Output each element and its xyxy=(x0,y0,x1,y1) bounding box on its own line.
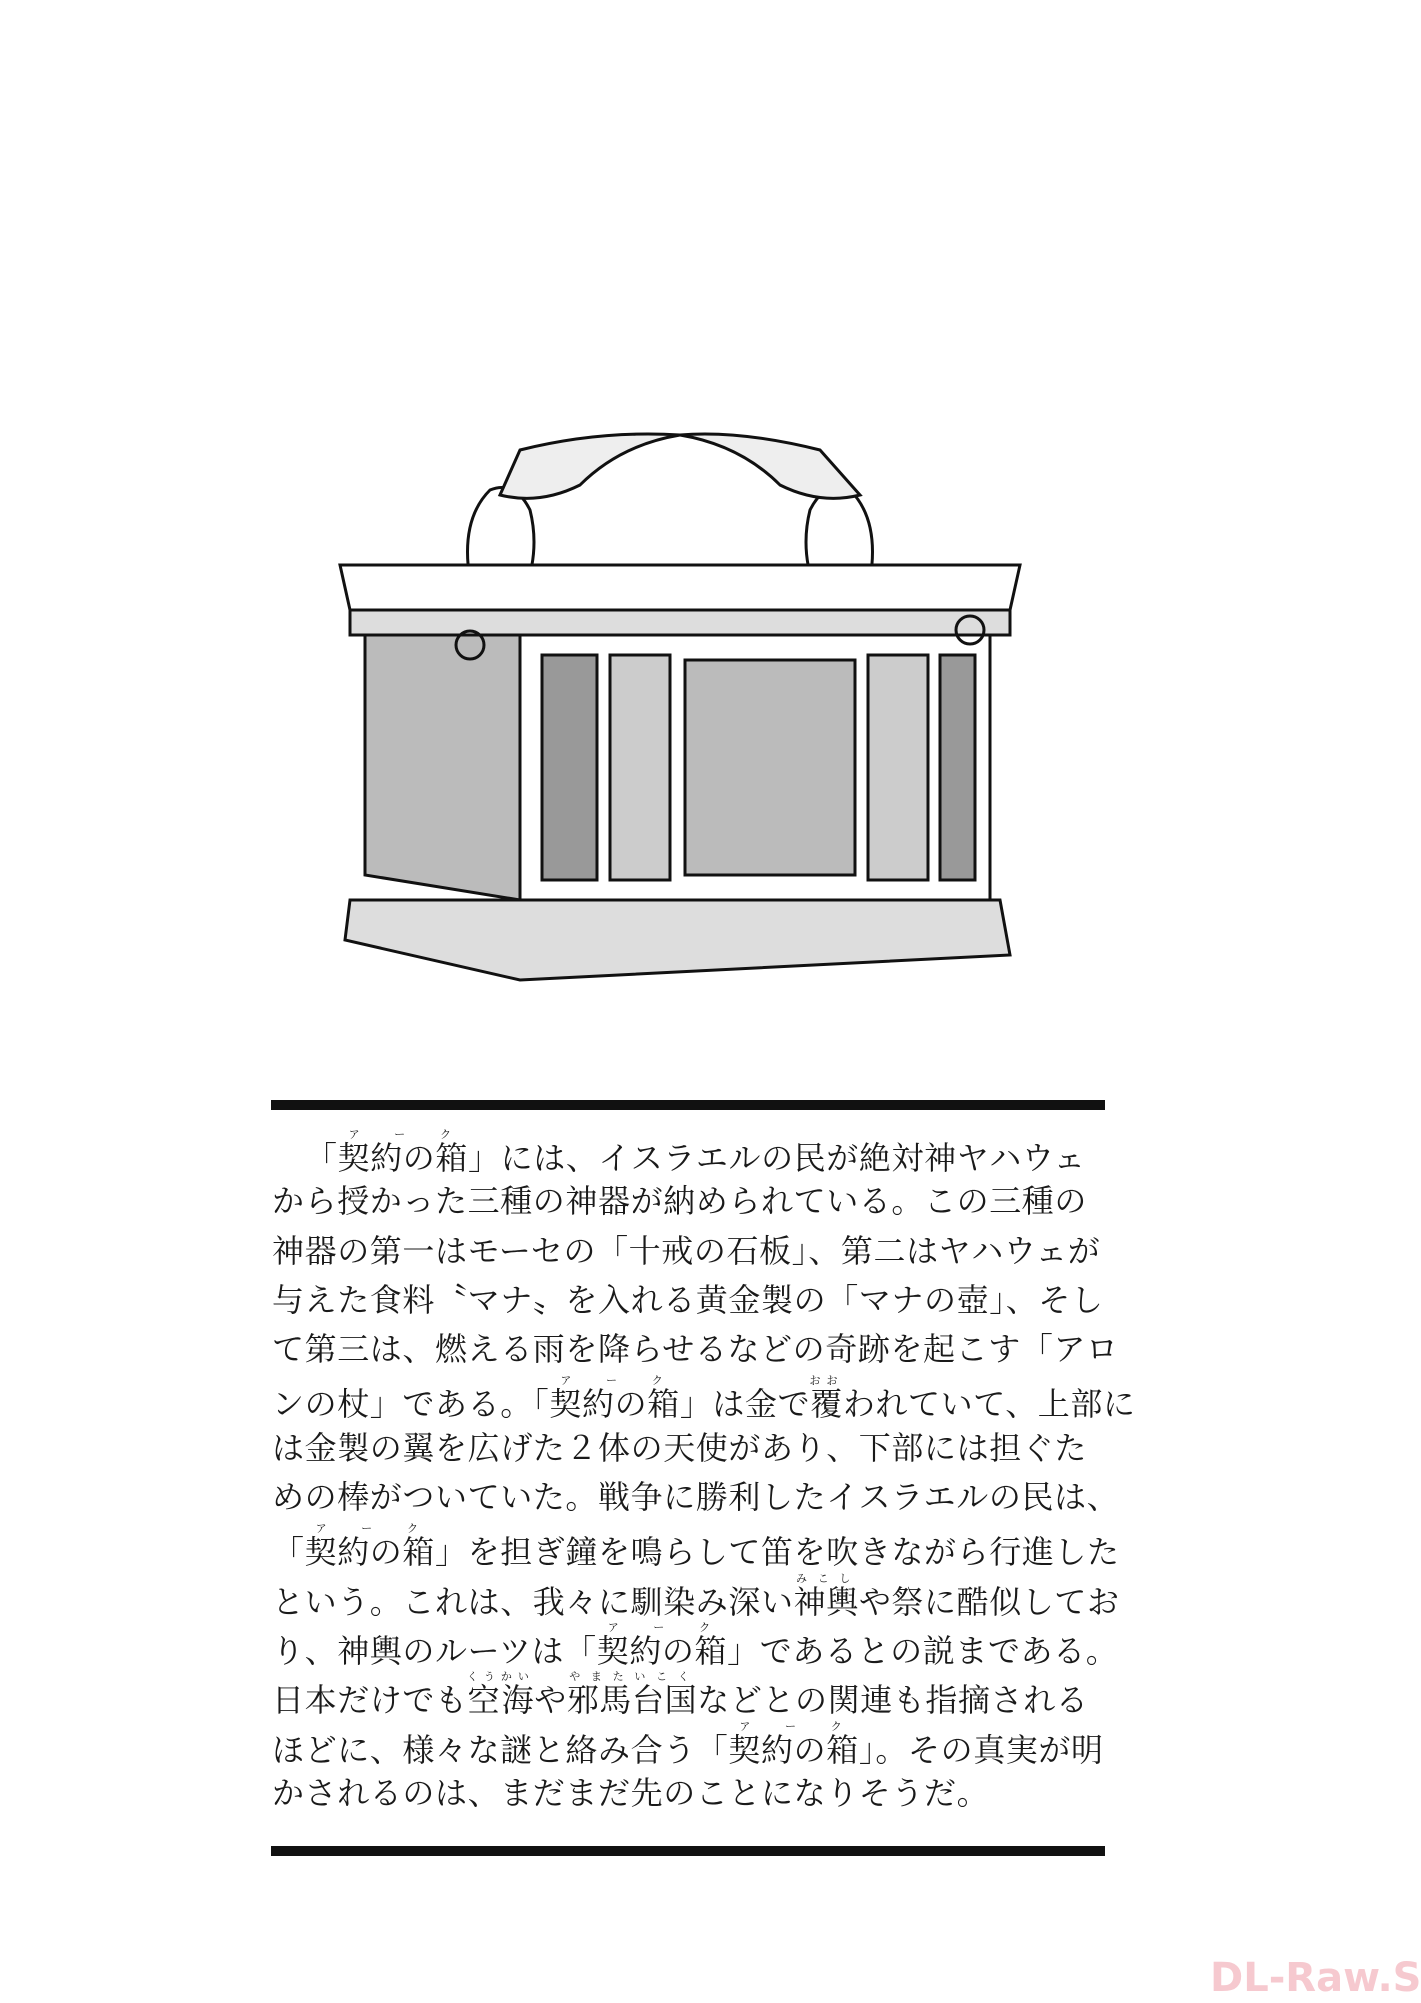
text-segment: から授かった三種の神器が納められている。この三種の xyxy=(272,1182,1088,1221)
text-segment: という。これは、我々に馴染み深い xyxy=(272,1582,794,1621)
ruby-word: 契約の箱アーク xyxy=(549,1374,680,1424)
lid xyxy=(340,565,1020,610)
side-face xyxy=(365,635,520,900)
text-line xyxy=(272,1473,1120,1522)
ark-of-the-covenant-illustration xyxy=(320,380,1040,1000)
text-segment: て第三は、燃える雨を降らせるなどの奇跡を起こす「アロ xyxy=(272,1330,1119,1369)
text-line xyxy=(272,1424,1112,1473)
furigana: くうかい xyxy=(466,1670,535,1684)
text-segment: かされるのは、まだまだ先のことになりそうだ。 xyxy=(272,1773,990,1812)
ruby-word: 覆おお xyxy=(809,1374,844,1424)
text-segment: 」であるとの説まである。 xyxy=(727,1631,1119,1670)
ruby-word: 契約の箱アーク xyxy=(596,1620,728,1670)
text-segment: 神器の第一はモーセの「十戒の石板」、第二はヤハウェが xyxy=(272,1231,1101,1270)
text-segment: 与えた食料〝マナ〟を入れる黄金製の「マナの壺」、そし xyxy=(272,1280,1104,1319)
text-line xyxy=(272,1276,1112,1325)
bottom-rule xyxy=(271,1846,1105,1856)
text-segment: 日本だけでも xyxy=(272,1681,468,1720)
text-segment: 」は金で xyxy=(679,1385,811,1424)
text-segment: 」には、イスラエルの民が絶対神ヤハウェ xyxy=(468,1139,1086,1177)
furigana: アーク xyxy=(728,1719,859,1733)
furigana: やまたいこく xyxy=(566,1670,698,1684)
watermark: DL-Raw.S xyxy=(1210,1955,1421,2001)
left-wing xyxy=(500,434,680,498)
ruby-word: 契約の箱アーク xyxy=(728,1719,859,1769)
text-segment: 「 xyxy=(305,1139,338,1177)
ruby-word: 邪馬台国やまたいこく xyxy=(566,1670,698,1720)
furigana: みこし xyxy=(793,1571,859,1585)
text-segment: 「 xyxy=(272,1533,305,1572)
ruby-word: 契約の箱アーク xyxy=(304,1522,436,1572)
text-segment: 」を担ぎ鐘を鳴らして笛を吹きながら行進した xyxy=(435,1533,1120,1572)
text-segment: などとの関連も指摘される xyxy=(697,1681,1089,1720)
ruby-word: 契約の箱アーク xyxy=(337,1128,469,1177)
right-wing xyxy=(680,434,860,498)
text-line xyxy=(272,1769,1112,1818)
furigana: アーク xyxy=(304,1522,436,1536)
text-segment: 」。その真実が明 xyxy=(858,1730,1104,1769)
text-line xyxy=(272,1720,1112,1769)
furigana: おお xyxy=(809,1374,844,1388)
text-segment: は金製の翼を広げた２体の天使があり、下部には担ぐた xyxy=(272,1428,1088,1467)
base xyxy=(345,900,1010,980)
furigana: アーク xyxy=(596,1620,728,1634)
text-line xyxy=(272,1374,1136,1424)
furigana: アーク xyxy=(337,1128,469,1141)
text-segment: や祭に酷似してお xyxy=(858,1582,1120,1621)
text-line xyxy=(272,1128,1112,1177)
text-line xyxy=(272,1227,1112,1276)
text-line xyxy=(272,1325,1119,1374)
text-segment: めの棒がついていた。戦争に勝利したイスラエルの民は、 xyxy=(272,1478,1120,1517)
article-text xyxy=(272,1128,1136,1818)
text-segment: や xyxy=(534,1681,567,1720)
ruby-word: 神輿みこし xyxy=(793,1571,859,1621)
text-line xyxy=(272,1571,1120,1621)
text-line xyxy=(272,1522,1120,1572)
text-segment: われていて、上部に xyxy=(842,1385,1136,1424)
text-segment: ンの杖」である。「 xyxy=(272,1385,550,1424)
text-line xyxy=(272,1670,1112,1719)
text-segment: ほどに、様々な謎と絡み合う「 xyxy=(272,1730,729,1769)
text-line xyxy=(272,1620,1119,1670)
text-segment: り、神輿のルーツは「 xyxy=(272,1631,597,1670)
furigana: アーク xyxy=(549,1374,680,1388)
ruby-word: 空海くうかい xyxy=(466,1670,535,1720)
text-line xyxy=(272,1177,1112,1226)
top-rule xyxy=(271,1100,1105,1110)
